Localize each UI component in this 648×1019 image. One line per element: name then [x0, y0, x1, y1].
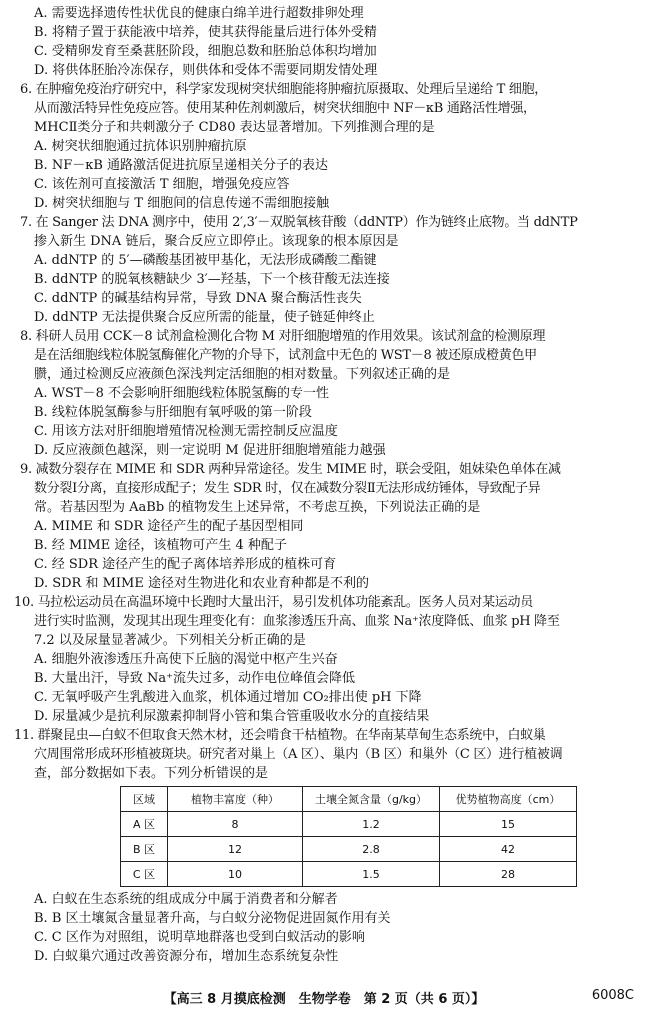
q7-option-d: D. ddNTP 无法提供聚合反应所需的能量，使子链延伸终止 — [34, 310, 375, 325]
q9-option-b: B. 经 MIME 途径，该植物可产生 4 种配子 — [34, 538, 287, 553]
q9-option-d: D. SDR 和 MIME 途径对生物进化和农业育种都是不利的 — [34, 576, 369, 591]
q5-option-d: D. 将供体胚胎冷冻保存，则供体和受体不需要同期发情处理 — [34, 63, 378, 78]
table-row — [121, 862, 577, 887]
q8-stem-line-1: 8. 科研人员用 CCK－8 试剂盒检测化合物 M 对肝细胞增殖的作用效果。该试剂盒的检测原理 — [20, 329, 546, 344]
table-header-row — [121, 787, 577, 812]
q6-stem-line-2: 从而激活特异性免疫应答。使用某种佐剂刺激后，树突状细胞中 NF－κB 通路活性增强， — [34, 101, 536, 116]
q8-option-b: B. 线粒体脱氢酶参与肝细胞有氧呼吸的第一阶段 — [34, 405, 312, 420]
page-footer — [0, 988, 648, 1008]
q7-option-a: A. ddNTP 的 5′—磷酸基团被甲基化，无法形成磷酸二酯键 — [34, 253, 377, 268]
footer-code: 6008C — [591, 988, 634, 1003]
q5-option-c: C. 受精卵发育至桑葚胚阶段，细胞总数和胚胎总体积均增加 — [34, 44, 377, 59]
q9-stem-line-2: 数分裂Ⅰ分离，直接形成配子；发生 SDR 时，仅在减数分裂Ⅱ无法形成纺锤体，导致配子异 — [34, 481, 541, 496]
footer-title: 【高三 8 月摸底检测 生物学卷 第 2 页（共 6 页）】 — [163, 992, 485, 1007]
q6-option-a: A. 树突状细胞通过抗体识别肿瘤抗原 — [34, 139, 247, 154]
table-cell: 15 — [440, 812, 577, 837]
q5-option-a: A. 需要选择遗传性状优良的健康白绵羊进行超数排卵处理 — [34, 6, 364, 21]
q10-option-a: A. 细胞外液渗透压升高使下丘脑的渴觉中枢产生兴奋 — [34, 652, 338, 667]
table-cell: 1.2 — [303, 812, 440, 837]
q11-option-b: B. B 区土壤氮含量显著升高，与白蚁分泌物促进固氮作用有关 — [34, 911, 391, 926]
q9-option-c: C. 经 SDR 途径产生的配子离体培养形成的植株可育 — [34, 557, 337, 572]
table-cell: 10 — [168, 862, 303, 887]
q10-option-d: D. 尿量减少是抗利尿激素抑制肾小管和集合管重吸收水分的直接结果 — [34, 709, 430, 724]
table-cell: 42 — [440, 837, 577, 862]
q10-stem-line-1: 10. 马拉松运动员在高温环境中长跑时大量出汗，易引发机体功能紊乱。医务人员对某运动员 — [14, 595, 533, 610]
table-cell: 12 — [168, 837, 303, 862]
q11-option-d: D. 白蚁巢穴通过改善资源分布，增加生态系统复杂性 — [34, 949, 339, 964]
table-cell: 8 — [168, 812, 303, 837]
q11-option-c: C. C 区作为对照组，说明草地群落也受到白蚁活动的影响 — [34, 930, 365, 945]
q8-option-a: A. WST－8 不会影响肝细胞线粒体脱氢酶的专一性 — [34, 386, 329, 401]
q11-stem-line-2: 穴周围常形成环形植被斑块。研究者对巢上（A 区）、巢内（B 区）和巢外（C 区）进行植被调 — [34, 747, 563, 762]
table-row — [121, 812, 577, 837]
q8-stem-line-2: 是在活细胞线粒体脱氢酶催化产物的介导下，试剂盒中无色的 WST－8 被还原成橙黄色甲 — [34, 348, 537, 363]
q9-stem-line-3: 常。若基因型为 AaBb 的植物发生上述异常，不考虑互换，下列说法正确的是 — [34, 500, 481, 515]
q8-option-c: C. 用该方法对肝细胞增殖情况检测无需控制反应温度 — [34, 424, 338, 439]
q7-option-c: C. ddNTP 的碱基结构异常，导致 DNA 聚合酶活性丧失 — [34, 291, 362, 306]
q10-option-c: C. 无氧呼吸产生乳酸进入血浆，机体通过增加 CO₂排出使 pH 下降 — [34, 690, 422, 705]
q7-stem-line-1: 7. 在 Sanger 法 DNA 测序中，使用 2′,3′－双脱氧核苷酸（ddNTP）作为链终止底物。当 ddNTP — [20, 215, 578, 230]
q6-stem-line-1: 6. 在肿瘤免疫治疗研究中，科学家发现树突状细胞能将肿瘤抗原摄取、处理后呈递给 T 细胞， — [20, 82, 547, 97]
table-cell: B 区 — [121, 837, 168, 862]
q11-stem-line-1: 11. 群聚昆虫—白蚁不但取食天然木材，还会啃食干枯植物。在华南某草甸生态系统中，白蚁巢 — [14, 728, 546, 743]
vegetation-survey-table — [120, 786, 577, 887]
q10-stem-line-2: 进行实时监测，发现其出现生理变化有：血浆渗透压升高、血浆 Na⁺浓度降低、血浆 pH 降至 — [34, 614, 560, 629]
table-header-cell: 区域 — [121, 787, 168, 812]
q9-option-a: A. MIME 和 SDR 途径产生的配子基因型相同 — [34, 519, 304, 534]
table-header-cell: 植物丰富度（种） — [168, 787, 303, 812]
q8-stem-line-3: 臜，通过检测反应液颜色深浅判定活细胞的相对数量。下列叙述正确的是 — [34, 367, 451, 382]
table-cell: 1.5 — [303, 862, 440, 887]
q10-option-b: B. 大量出汗，导致 Na⁺流失过多，动作电位峰值会降低 — [34, 671, 355, 686]
q5-option-b: B. 将精子置于获能液中培养，使其获得能量后进行体外受精 — [34, 25, 377, 40]
q10-stem-line-3: 7.2 以及尿量显著减少。下列相关分析正确的是 — [34, 633, 306, 648]
q6-stem-line-3: MHCⅡ类分子和共刺激分子 CD80 表达显著增加。下列推测合理的是 — [34, 120, 435, 135]
q9-stem-line-1: 9. 减数分裂存在 MIME 和 SDR 两种异常途径。发生 MIME 时，联会受阻，姐妹染色单体在减 — [20, 462, 561, 477]
q11-stem-line-3: 查，部分数据如下表。下列分析错误的是 — [34, 766, 269, 781]
q6-option-d: D. 树突状细胞与 T 细胞间的信息传递不需细胞接触 — [34, 196, 330, 211]
table-cell: 28 — [440, 862, 577, 887]
q7-stem-line-2: 掺入新生 DNA 链后，聚合反应立即停止。该现象的根本原因是 — [34, 234, 399, 249]
q6-option-b: B. NF－κB 通路激活促进抗原呈递相关分子的表达 — [34, 158, 329, 173]
table-cell: A 区 — [121, 812, 168, 837]
table-header-cell: 优势植物高度（cm） — [440, 787, 577, 812]
q8-option-d: D. 反应液颜色越深，则一定说明 M 促进肝细胞增殖能力越强 — [34, 443, 386, 458]
q7-option-b: B. ddNTP 的脱氧核糖缺少 3′—羟基，下一个核苷酸无法连接 — [34, 272, 390, 287]
q6-option-c: C. 该佐剂可直接激活 T 细胞，增强免疫应答 — [34, 177, 290, 192]
table-cell: 2.8 — [303, 837, 440, 862]
q11-option-a: A. 白蚁在生态系统的组成成分中属于消费者和分解者 — [34, 892, 338, 907]
exam-page — [14, 4, 636, 966]
table-header-cell: 土壤全氮含量（g/kg） — [303, 787, 440, 812]
table-row — [121, 837, 577, 862]
table-cell: C 区 — [121, 862, 168, 887]
